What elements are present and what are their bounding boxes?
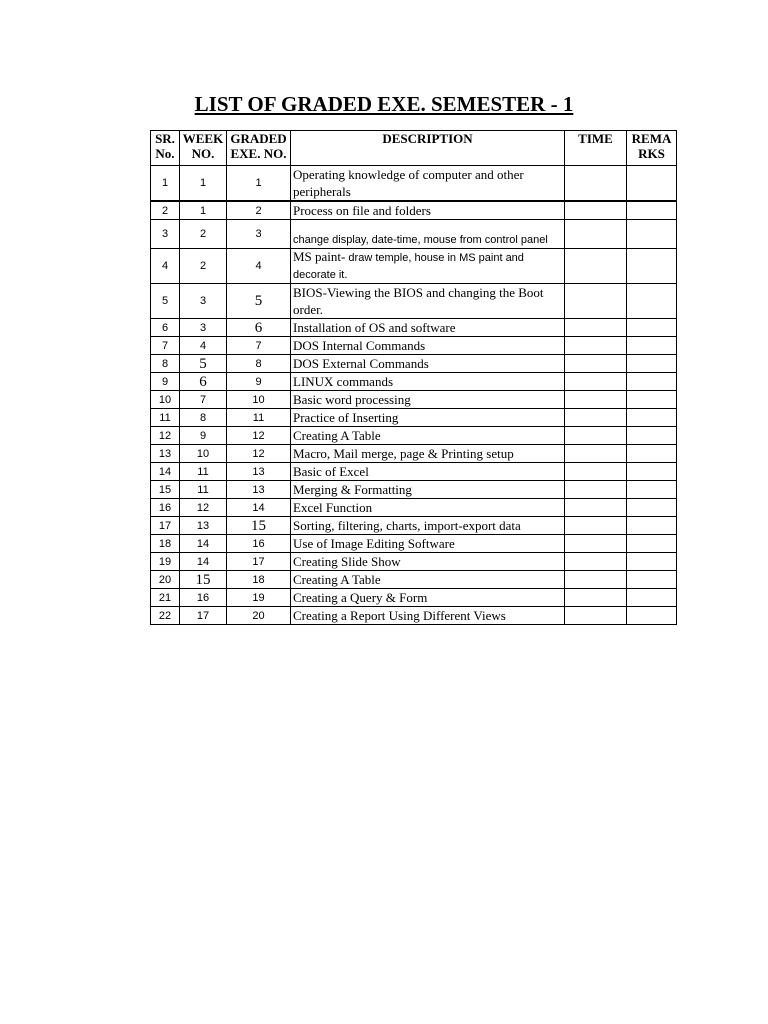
graded-cell: 8 — [227, 355, 291, 373]
description-cell: Merging & Formatting — [291, 481, 565, 499]
graded-cell: 10 — [227, 391, 291, 409]
description-cell: Basic of Excel — [291, 463, 565, 481]
sr-cell: 10 — [151, 391, 180, 409]
sr-cell: 4 — [151, 249, 180, 284]
table-row — [151, 337, 677, 355]
time-cell — [565, 445, 627, 463]
time-cell — [565, 337, 627, 355]
graded-exercise-table — [150, 130, 677, 625]
table-row — [151, 607, 677, 625]
header-sr-no: SR. No. — [151, 131, 180, 166]
sr-cell: 22 — [151, 607, 180, 625]
sr-cell: 5 — [151, 284, 180, 319]
graded-cell: 12 — [227, 445, 291, 463]
description-cell: DOS External Commands — [291, 355, 565, 373]
description-cell: Creating A Table — [291, 427, 565, 445]
graded-cell: 6 — [227, 319, 291, 337]
week-cell: 14 — [180, 535, 227, 553]
graded-cell: 1 — [227, 166, 291, 202]
sr-cell: 9 — [151, 373, 180, 391]
sr-cell: 2 — [151, 201, 180, 220]
description-cell: Excel Function — [291, 499, 565, 517]
time-cell — [565, 220, 627, 249]
remarks-cell — [627, 445, 677, 463]
graded-cell: 13 — [227, 481, 291, 499]
sr-cell: 21 — [151, 589, 180, 607]
week-cell: 5 — [180, 355, 227, 373]
time-cell — [565, 553, 627, 571]
description-cell: BIOS-Viewing the BIOS and changing the Boot order. — [291, 284, 565, 319]
sr-cell: 19 — [151, 553, 180, 571]
header-remarks: REMA RKS — [627, 131, 677, 166]
time-cell — [565, 463, 627, 481]
time-cell — [565, 166, 627, 202]
description-cell: Practice of Inserting — [291, 409, 565, 427]
week-cell: 4 — [180, 337, 227, 355]
graded-cell: 16 — [227, 535, 291, 553]
table-row — [151, 166, 677, 202]
time-cell — [565, 409, 627, 427]
table-row — [151, 201, 677, 220]
week-cell: 11 — [180, 463, 227, 481]
time-cell — [565, 481, 627, 499]
table-row — [151, 589, 677, 607]
week-cell: 7 — [180, 391, 227, 409]
time-cell — [565, 517, 627, 535]
time-cell — [565, 499, 627, 517]
description-cell: LINUX commands — [291, 373, 565, 391]
sr-cell: 6 — [151, 319, 180, 337]
remarks-cell — [627, 409, 677, 427]
week-cell: 6 — [180, 373, 227, 391]
week-cell: 16 — [180, 589, 227, 607]
table-row — [151, 517, 677, 535]
graded-cell: 3 — [227, 220, 291, 249]
sr-cell: 13 — [151, 445, 180, 463]
remarks-cell — [627, 481, 677, 499]
remarks-cell — [627, 249, 677, 284]
table-row — [151, 409, 677, 427]
graded-cell: 20 — [227, 607, 291, 625]
time-cell — [565, 427, 627, 445]
sr-cell: 11 — [151, 409, 180, 427]
graded-cell: 14 — [227, 499, 291, 517]
table-row — [151, 481, 677, 499]
header-row — [151, 131, 677, 166]
sr-cell: 17 — [151, 517, 180, 535]
time-cell — [565, 571, 627, 589]
table-row — [151, 220, 677, 249]
remarks-cell — [627, 571, 677, 589]
description-cell: Creating Slide Show — [291, 553, 565, 571]
table-row — [151, 463, 677, 481]
time-cell — [565, 355, 627, 373]
remarks-cell — [627, 589, 677, 607]
sr-cell: 7 — [151, 337, 180, 355]
remarks-cell — [627, 607, 677, 625]
table-row — [151, 499, 677, 517]
week-cell: 2 — [180, 220, 227, 249]
remarks-cell — [627, 517, 677, 535]
sr-cell: 18 — [151, 535, 180, 553]
week-cell: 15 — [180, 571, 227, 589]
sr-cell: 14 — [151, 463, 180, 481]
table-row — [151, 249, 677, 284]
time-cell — [565, 249, 627, 284]
table-row — [151, 373, 677, 391]
table-row — [151, 553, 677, 571]
graded-cell: 2 — [227, 201, 291, 220]
remarks-cell — [627, 553, 677, 571]
table-row — [151, 427, 677, 445]
graded-cell: 17 — [227, 553, 291, 571]
description-cell: Creating a Query & Form — [291, 589, 565, 607]
week-cell: 3 — [180, 284, 227, 319]
time-cell — [565, 319, 627, 337]
description-cell: Use of Image Editing Software — [291, 535, 565, 553]
sr-cell: 8 — [151, 355, 180, 373]
table-row — [151, 535, 677, 553]
time-cell — [565, 284, 627, 319]
table-row — [151, 319, 677, 337]
sr-cell: 15 — [151, 481, 180, 499]
description-cell: Operating knowledge of computer and other peripherals — [291, 166, 565, 202]
remarks-cell — [627, 220, 677, 249]
week-cell: 10 — [180, 445, 227, 463]
graded-cell: 15 — [227, 517, 291, 535]
table-row — [151, 391, 677, 409]
remarks-cell — [627, 373, 677, 391]
time-cell — [565, 373, 627, 391]
description-cell: Creating A Table — [291, 571, 565, 589]
week-cell: 2 — [180, 249, 227, 284]
remarks-cell — [627, 201, 677, 220]
week-cell: 12 — [180, 499, 227, 517]
header-description: DESCRIPTION — [291, 131, 565, 166]
time-cell — [565, 535, 627, 553]
description-cell: DOS Internal Commands — [291, 337, 565, 355]
remarks-cell — [627, 319, 677, 337]
remarks-cell — [627, 337, 677, 355]
header-time: TIME — [565, 131, 627, 166]
description-cell: MS paint- draw temple, house in MS paint and decorate it. — [291, 249, 565, 284]
remarks-cell — [627, 499, 677, 517]
remarks-cell — [627, 284, 677, 319]
time-cell — [565, 391, 627, 409]
graded-cell: 19 — [227, 589, 291, 607]
sr-cell: 20 — [151, 571, 180, 589]
description-cell: Installation of OS and software — [291, 319, 565, 337]
sr-cell: 1 — [151, 166, 180, 202]
header-graded-exe-no: GRADED EXE. NO. — [227, 131, 291, 166]
sr-cell: 3 — [151, 220, 180, 249]
table-row — [151, 284, 677, 319]
remarks-cell — [627, 391, 677, 409]
time-cell — [565, 607, 627, 625]
week-cell: 13 — [180, 517, 227, 535]
description-cell: Process on file and folders — [291, 201, 565, 220]
header-week-no: WEEK NO. — [180, 131, 227, 166]
time-cell — [565, 589, 627, 607]
table-row — [151, 355, 677, 373]
graded-cell: 13 — [227, 463, 291, 481]
remarks-cell — [627, 166, 677, 202]
graded-cell: 7 — [227, 337, 291, 355]
description-cell: change display, date-time, mouse from control panel — [291, 220, 565, 249]
week-cell: 3 — [180, 319, 227, 337]
remarks-cell — [627, 535, 677, 553]
week-cell: 8 — [180, 409, 227, 427]
description-cell: Macro, Mail merge, page & Printing setup — [291, 445, 565, 463]
time-cell — [565, 201, 627, 220]
week-cell: 17 — [180, 607, 227, 625]
graded-cell: 4 — [227, 249, 291, 284]
week-cell: 1 — [180, 166, 227, 202]
graded-cell: 5 — [227, 284, 291, 319]
description-cell: Sorting, filtering, charts, import-export data — [291, 517, 565, 535]
description-cell: Creating a Report Using Different Views — [291, 607, 565, 625]
page-title: LIST OF GRADED EXE. SEMESTER - 1 — [194, 92, 574, 116]
week-cell: 14 — [180, 553, 227, 571]
graded-cell: 18 — [227, 571, 291, 589]
sr-cell: 12 — [151, 427, 180, 445]
week-cell: 9 — [180, 427, 227, 445]
remarks-cell — [627, 355, 677, 373]
remarks-cell — [627, 463, 677, 481]
week-cell: 1 — [180, 201, 227, 220]
table-row — [151, 445, 677, 463]
graded-cell: 11 — [227, 409, 291, 427]
description-cell: Basic word processing — [291, 391, 565, 409]
graded-cell: 9 — [227, 373, 291, 391]
remarks-cell — [627, 427, 677, 445]
table-row — [151, 571, 677, 589]
sr-cell: 16 — [151, 499, 180, 517]
week-cell: 11 — [180, 481, 227, 499]
graded-cell: 12 — [227, 427, 291, 445]
